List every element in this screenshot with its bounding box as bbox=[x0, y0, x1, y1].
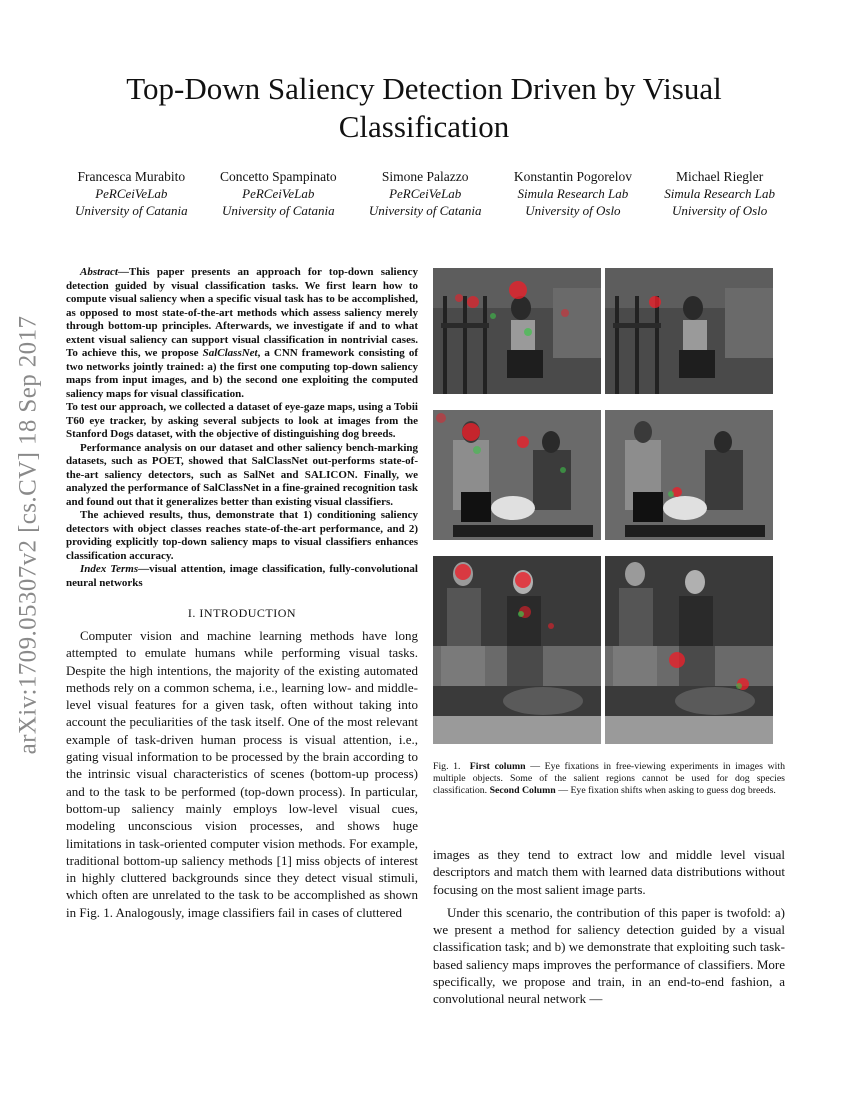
author-5 bbox=[664, 168, 775, 219]
author-lab: Simula Research Lab bbox=[517, 186, 629, 201]
author-2 bbox=[220, 168, 337, 219]
index-terms-label: Index Terms bbox=[80, 563, 139, 575]
caption-text: — Eye fixations in free-viewing experiments in images with multiple objects. Some of the salient regions cannot be used for dog species classification. bbox=[433, 761, 785, 796]
right-paragraph-2: Under this scenario, the contribution of this paper is twofold: a) we present a method for saliency detection guided by a visual classification task; and b) we demonstrate that exploiting such task-based saliency maps improves the performance of classifiers. More specifically, we propose and train, in an end-to-end fashion, a convolutional neural network — bbox=[433, 904, 785, 1007]
abstract-label: Abstract bbox=[80, 266, 118, 278]
caption-second-column: Second Column bbox=[489, 785, 556, 796]
author-name: Simone Palazzo bbox=[381, 169, 469, 184]
author-lab: Simula Research Lab bbox=[664, 186, 775, 201]
figure-1 bbox=[433, 268, 773, 744]
author-4 bbox=[514, 168, 632, 219]
arxiv-id: arXiv:1709.05307v2 [cs.CV] 18 Sep 2017 bbox=[14, 315, 41, 755]
fig-image-dogshow-free-viewing bbox=[433, 410, 601, 540]
author-1 bbox=[75, 168, 188, 219]
abstract bbox=[66, 266, 418, 590]
author-institution: University of Oslo bbox=[525, 203, 621, 218]
abstract-paragraph: The achieved results, thus, demonstrate that 1) conditioning saliency detectors with object classes reaches state-of-the-art performance, and 2) providing explicitly top-down saliency maps to visual classifiers enhances classification accuracy. bbox=[66, 509, 418, 562]
author-name: Michael Riegler bbox=[675, 169, 764, 184]
author-3 bbox=[369, 168, 482, 219]
figure-caption bbox=[433, 761, 785, 797]
abstract-text: —This paper presents an approach for top-down saliency detection guided by visual classification tasks. We first learn how to compute visual saliency when a specific visual task has to be accomplished, as opposed to most state-of-the-art methods which assess saliency merely through bottom-up principles. Afterwards, we investigate if and to what extent visual saliency can support visual classification in nontrivial cases. To achieve this, we propose bbox=[66, 266, 418, 359]
arxiv-stamp bbox=[8, 290, 48, 780]
author-institution: University of Oslo bbox=[671, 203, 768, 218]
abstract-paragraph bbox=[66, 266, 418, 401]
author-institution: University of Catania bbox=[75, 203, 188, 218]
author-name: Francesca Murabito bbox=[77, 169, 186, 184]
fig-image-woman-breed-task bbox=[605, 268, 773, 394]
author-institution: University of Catania bbox=[221, 203, 335, 218]
author-lab: PeRCeiVeLab bbox=[95, 186, 168, 201]
author-institution: University of Catania bbox=[368, 203, 482, 218]
index-terms bbox=[66, 563, 418, 590]
fig-image-ridgeback-breed-task bbox=[605, 556, 773, 744]
intro-paragraph: Computer vision and machine learning methods have long attempted to emulate humans while performing visual tasks. Despite the high intentions, the majority of the existing automated methods rely on a common schema, i.e., learning low- and middle-level visual features for a given task, often without taking into account the peculiarities of the task itself. One of the most relevant example of task-driven human process is visual attention, i.e., gating visual information to be processed by the brain according to the intrinsic visual characteristics of scenes (bottom-up process) and to the task to be performed (top-down process). In particular, bottom-up saliency mainly employs low-level visual cues, modeling unconscious vision processes, and shows huge limitations in task-oriented computer vision methods. For example, traditional bottom-up saliency methods [1] miss objects of interest in highly cluttered backgrounds since they detect visual stimuli, which often are unrelated to the task to be accomplished as shown in Fig. 1. Analogously, image classifiers fail in cases of cluttered bbox=[66, 628, 418, 920]
abstract-text: , a CNN framework consisting of two networks jointly trained: a) the first one computing top-down saliency maps from input images, and b) the second one exploiting the computed saliency maps for visual classification. bbox=[66, 347, 418, 400]
author-name: Concetto Spampinato bbox=[219, 169, 337, 184]
author-lab: PeRCeiVeLab bbox=[389, 186, 462, 201]
author-list bbox=[75, 168, 775, 219]
section-heading: I. INTRODUCTION bbox=[187, 606, 297, 620]
caption-first-column: First column bbox=[469, 761, 526, 772]
fig-image-woman-free-viewing bbox=[433, 268, 601, 394]
abstract-paragraph: To test our approach, we collected a dataset of eye-gaze maps, using a Tobii T60 eye tracker, by asking several subjects to look at images from the Stanford Dogs dataset, with the objective of distinguishing dog breeds. bbox=[66, 401, 418, 440]
fig-image-dogshow-breed-task bbox=[605, 410, 773, 540]
right-column-text bbox=[433, 846, 785, 1008]
index-terms-text: —visual attention, image classification, fully-convolutional neural networks bbox=[66, 563, 418, 589]
author-name: Konstantin Pogorelov bbox=[513, 169, 632, 184]
right-paragraph-1: images as they tend to extract low and middle level visual descriptors and match them with learned data distributions without focusing on the most salient image parts. bbox=[433, 847, 785, 897]
abstract-paragraph: Performance analysis on our dataset and other saliency bench-marking datasets, such as POET, showed that SalClassNet out-performs state-of-the-art saliency detectors, such as SalNet and SALICON. Finally, we analyzed the performance of SalClassNet in a fine-grained recognition task and found out that it generalizes better than existing visual classifiers. bbox=[66, 441, 418, 508]
fig-image-ridgeback-free-viewing bbox=[433, 556, 601, 744]
paper-title: Top-Down Saliency Detection Driven by Visual Classification bbox=[126, 71, 722, 144]
method-name: SalClassNet bbox=[202, 347, 258, 359]
caption-text: — Eye fixation shifts when asking to guess dog breeds. bbox=[555, 785, 776, 796]
author-lab: PeRCeiVeLab bbox=[242, 186, 315, 201]
caption-label: Fig. 1. bbox=[433, 761, 461, 772]
left-column bbox=[66, 266, 418, 921]
